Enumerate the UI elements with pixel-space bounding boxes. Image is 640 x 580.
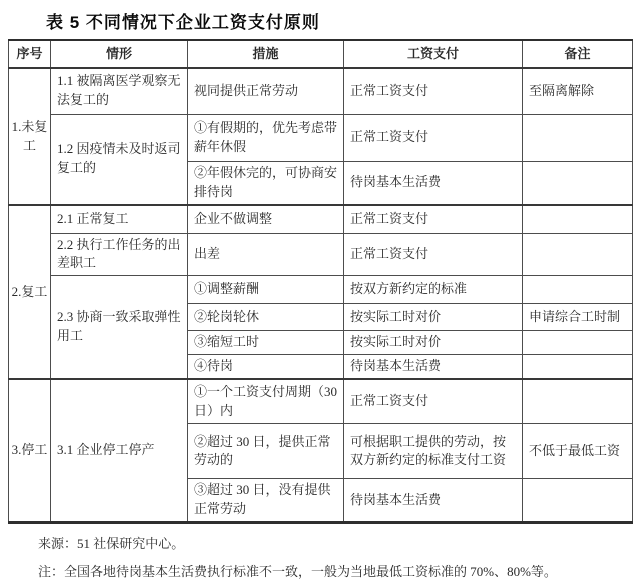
remark-cell	[523, 233, 633, 276]
table-row	[9, 68, 633, 114]
table-title: 表 5 不同情况下企业工资支付原则	[46, 13, 320, 32]
section-label-not-resumed: 1.未复工	[9, 68, 51, 205]
case-cell: 3.1 企业停工停产	[51, 379, 188, 523]
remark-cell	[523, 355, 633, 379]
remark-cell: 至隔离解除	[523, 68, 633, 114]
remark-cell	[523, 379, 633, 424]
source-note: 来源：51 社保研究中心。	[38, 536, 185, 552]
payment-cell: 待岗基本生活费	[344, 479, 523, 523]
case-cell: 1.1 被隔离医学观察无法复工的	[51, 68, 188, 114]
payment-cell: 待岗基本生活费	[344, 161, 523, 205]
remark-cell: 不低于最低工资	[523, 424, 633, 479]
measure-cell: ③超过 30 日，没有提供正常劳动	[188, 479, 344, 523]
remark-cell	[523, 205, 633, 233]
section-label-resumed: 2.复工	[9, 205, 51, 379]
col-header-measure: 措施	[188, 40, 344, 68]
measure-cell: ②年假休完的，可协商安排待岗	[188, 161, 344, 205]
standard-note: 注：全国各地待岗基本生活费执行标准不一致，一般为当地最低工资标准的 70%、80%等。	[38, 564, 557, 580]
remark-cell	[523, 114, 633, 161]
remark-cell	[523, 276, 633, 304]
page	[0, 8, 640, 580]
header-row	[9, 40, 633, 68]
case-cell: 2.2 执行工作任务的出差职工	[51, 233, 188, 276]
col-header-serial: 序号	[9, 40, 51, 68]
measure-cell: ③缩短工时	[188, 331, 344, 355]
measure-cell: ①有假期的，优先考虑带薪年休假	[188, 114, 344, 161]
col-header-situation: 情形	[51, 40, 188, 68]
col-header-remark: 备注	[523, 40, 633, 68]
case-cell: 1.2 因疫情未及时返司复工的	[51, 114, 188, 205]
payment-cell: 按实际工时对价	[344, 331, 523, 355]
remark-cell	[523, 331, 633, 355]
section-label-shutdown: 3.停工	[9, 379, 51, 523]
table-row	[9, 205, 633, 233]
measure-cell: 出差	[188, 233, 344, 276]
remark-cell	[523, 479, 633, 523]
payment-cell: 按双方新约定的标准	[344, 276, 523, 304]
payment-cell: 正常工资支付	[344, 114, 523, 161]
remark-cell	[523, 161, 633, 205]
payment-cell: 待岗基本生活费	[344, 355, 523, 379]
measure-cell: 企业不做调整	[188, 205, 344, 233]
payment-cell: 正常工资支付	[344, 379, 523, 424]
payment-cell: 按实际工时对价	[344, 304, 523, 331]
case-cell: 2.3 协商一致采取弹性用工	[51, 276, 188, 379]
payment-cell: 正常工资支付	[344, 205, 523, 233]
table-row	[9, 233, 633, 276]
measure-cell: ②超过 30 日，提供正常劳动的	[188, 424, 344, 479]
table-row	[9, 114, 633, 161]
measure-cell: ①一个工资支付周期（30 日）内	[188, 379, 344, 424]
table-row	[9, 379, 633, 424]
measure-cell: ①调整薪酬	[188, 276, 344, 304]
payment-cell: 正常工资支付	[344, 233, 523, 276]
measure-cell: ④待岗	[188, 355, 344, 379]
case-cell: 2.1 正常复工	[51, 205, 188, 233]
remark-cell: 申请综合工时制	[523, 304, 633, 331]
payment-cell: 正常工资支付	[344, 68, 523, 114]
col-header-payment: 工资支付	[344, 40, 523, 68]
payment-cell: 可根据职工提供的劳动，按双方新约定的标准支付工资	[344, 424, 523, 479]
measure-cell: 视同提供正常劳动	[188, 68, 344, 114]
wage-payment-table	[8, 39, 633, 524]
table-row	[9, 276, 633, 304]
measure-cell: ②轮岗轮休	[188, 304, 344, 331]
footnotes	[38, 533, 640, 580]
